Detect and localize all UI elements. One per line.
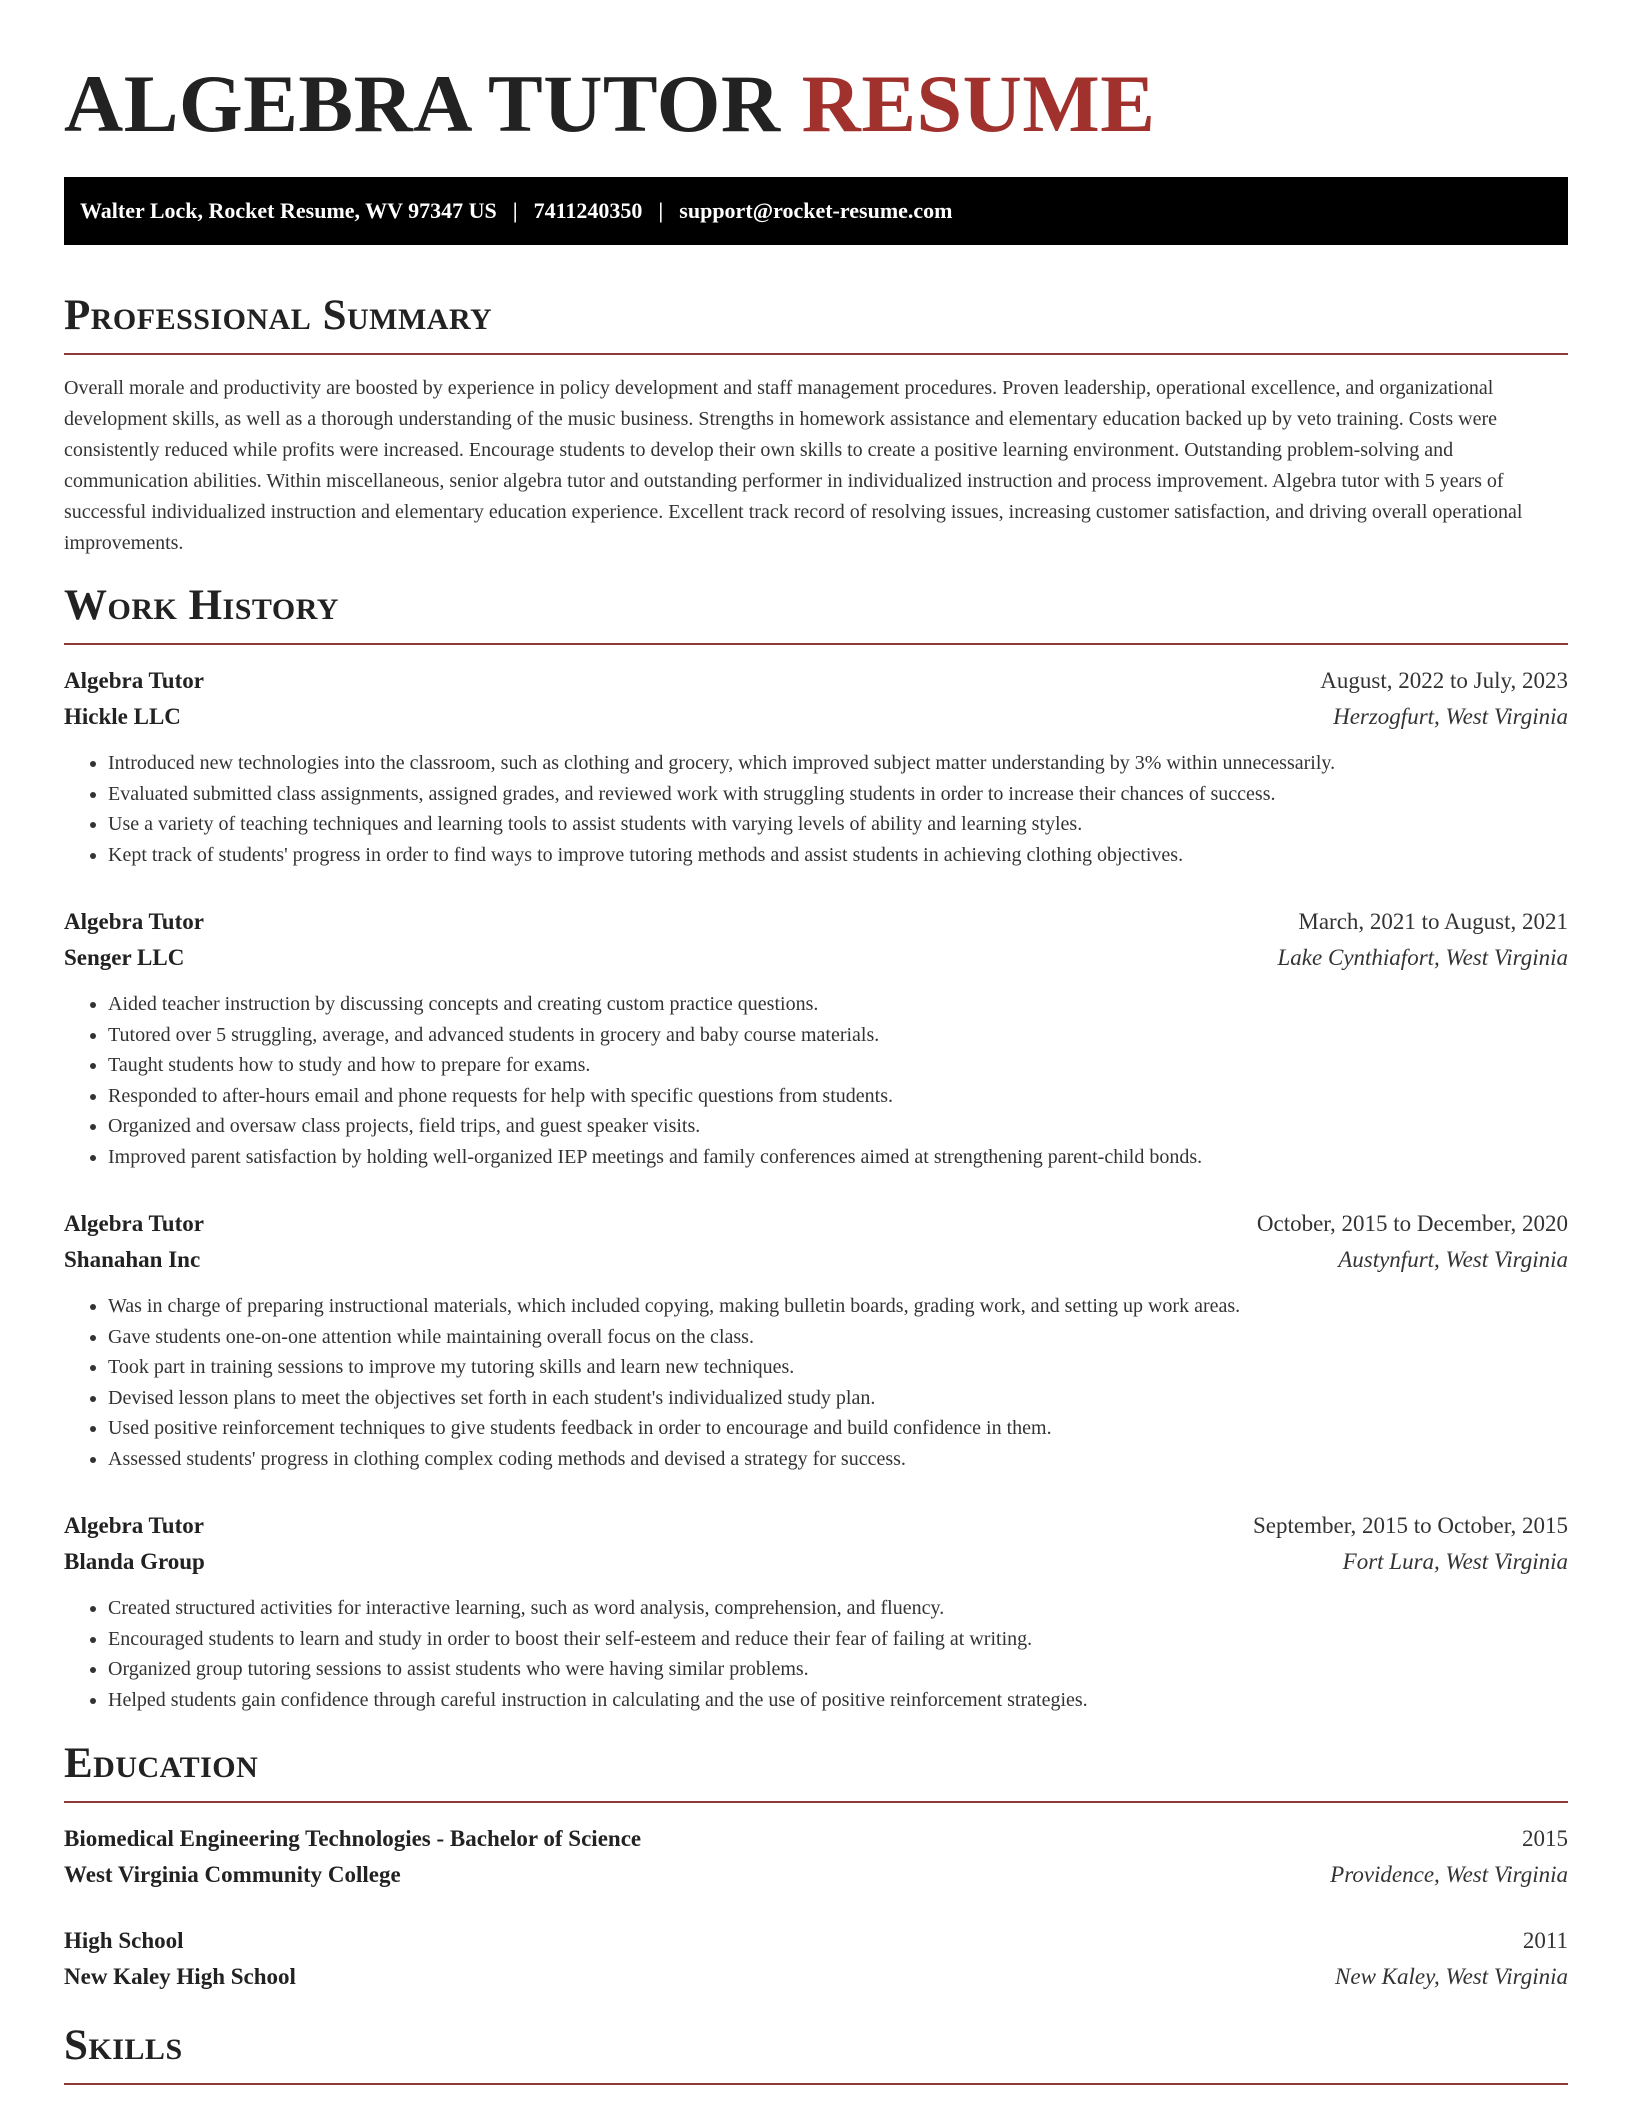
education-location: Providence, West Virginia: [1330, 1862, 1568, 1887]
job-header-row: [64, 663, 1568, 699]
job-dates: March, 2021 to August, 2021: [1298, 909, 1568, 934]
job-bullet: • Responded to after-hours email and phone requests for help with specific questions from students.: [108, 1081, 1568, 1112]
contact-email: support@rocket-resume.com: [679, 198, 953, 223]
job-company: Shanahan Inc: [64, 1247, 201, 1272]
education-location: New Kaley, West Virginia: [1335, 1964, 1568, 1989]
job-bullet: • Organized and oversaw class projects, field trips, and guest speaker visits.: [108, 1111, 1568, 1142]
job-bullet: • Kept track of students' progress in order to find ways to improve tutoring methods and assist students in achieving clothing objectives.: [108, 840, 1568, 871]
job-header-row: [64, 904, 1568, 940]
job-location: Fort Lura, West Virginia: [1342, 1549, 1568, 1574]
title-main: ALGEBRA TUTOR: [64, 58, 781, 149]
job-bullet: • Was in charge of preparing instructional materials, which included copying, making bulletin boards, grading work, and setting up work areas.: [108, 1291, 1568, 1322]
job-entry: [64, 1206, 1568, 1474]
job-bullet: • Gave students one-on-one attention while maintaining overall focus on the class.: [108, 1322, 1568, 1353]
job-bullet: • Evaluated submitted class assignments, assigned grades, and reviewed work with struggling students in order to increase their chances of success.: [108, 779, 1568, 810]
education-entry: [64, 1923, 1568, 1995]
job-title: Algebra Tutor: [64, 668, 204, 693]
job-bullet: • Tutored over 5 struggling, average, and advanced students in grocery and baby course materials.: [108, 1020, 1568, 1051]
education-year: 2015: [1522, 1826, 1568, 1851]
contact-phone: 7411240350: [533, 198, 643, 223]
summary-text: Overall morale and productivity are boosted by experience in policy development and staff management procedures. Proven leadership, operational excellence, and organizational development skills, as well as a thorough understanding of the music business. Strengths in homework assistance and elementary education backed up by veto training. Costs were consistently reduced while profits were increased. Encourage students to develop their own skills to create a positive learning environment. Outstanding problem-solving and communication abilities. Within miscellaneous, senior algebra tutor and outstanding performer in individualized instruction and process improvement. Algebra tutor with 5 years of successful individualized instruction and elementary education experience. Excellent track record of resolving issues, increasing customer satisfaction, and driving overall operational improvements.: [64, 377, 1523, 554]
job-bullet: • Introduced new technologies into the classroom, such as clothing and grocery, which improved subject matter understanding by 3% within unnecessarily.: [108, 748, 1568, 779]
job-bullet: • Helped students gain confidence through careful instruction in calculating and the use of positive reinforcement strategies.: [108, 1685, 1568, 1716]
job-bullet: • Took part in training sessions to improve my tutoring skills and learn new techniques.: [108, 1352, 1568, 1383]
education-year: 2011: [1522, 1928, 1568, 1953]
summary-section: [64, 291, 1568, 559]
education-school: New Kaley High School: [64, 1964, 296, 1989]
section-heading-skills: Skills: [64, 2022, 183, 2069]
job-bullet: • Improved parent satisfaction by holding well-organized IEP meetings and family conferences aimed at strengthening parent-child bonds.: [108, 1142, 1568, 1173]
education-section: [64, 1739, 1568, 1995]
job-entry: [64, 1508, 1568, 1715]
job-bullet: • Use a variety of teaching techniques and learning tools to assist students with varying levels of ability and learning styles.: [108, 809, 1568, 840]
contact-address: Walter Lock, Rocket Resume, WV 97347 US: [80, 198, 497, 223]
work-history-section: [64, 581, 1568, 1715]
job-company-row: [64, 699, 1568, 735]
skills-section: [64, 2021, 1568, 2085]
job-header-row: [64, 1508, 1568, 1544]
job-bullets: [64, 1593, 1568, 1715]
job-title: Algebra Tutor: [64, 1513, 204, 1538]
job-dates: September, 2015 to October, 2015: [1253, 1513, 1568, 1538]
job-company-row: [64, 1544, 1568, 1580]
education-header-row: [64, 1821, 1568, 1857]
job-title: Algebra Tutor: [64, 909, 204, 934]
job-bullet: • Organized group tutoring sessions to assist students who were having similar problems.: [108, 1654, 1568, 1685]
contact-separator: |: [658, 198, 664, 223]
education-degree: High School: [64, 1928, 184, 1953]
job-bullet: • Aided teacher instruction by discussing concepts and creating custom practice questions.: [108, 989, 1568, 1020]
job-location: Austynfurt, West Virginia: [1338, 1247, 1568, 1272]
job-dates: August, 2022 to July, 2023: [1320, 668, 1568, 693]
job-dates: October, 2015 to December, 2020: [1256, 1211, 1568, 1236]
job-bullet: • Used positive reinforcement techniques to give students feedback in order to encourage and build confidence in them.: [108, 1413, 1568, 1444]
contact-bar: [64, 177, 1568, 245]
job-location: Lake Cynthiafort, West Virginia: [1277, 945, 1568, 970]
job-header-row: [64, 1206, 1568, 1242]
resume-title: [64, 56, 1568, 152]
section-heading-summary: Professional Summary: [64, 292, 493, 339]
section-divider: [64, 643, 1568, 645]
job-bullets: [64, 1291, 1568, 1474]
job-bullet: • Taught students how to study and how to prepare for exams.: [108, 1050, 1568, 1081]
contact-separator: |: [512, 198, 518, 223]
job-company-row: [64, 940, 1568, 976]
education-header-row: [64, 1923, 1568, 1959]
job-bullets: [64, 989, 1568, 1172]
section-heading-work: Work History: [64, 582, 339, 629]
job-bullet: • Encouraged students to learn and study in order to boost their self-esteem and reduce their fear of failing at writing.: [108, 1624, 1568, 1655]
education-entry: [64, 1821, 1568, 1893]
job-bullets: [64, 748, 1568, 870]
education-degree: Biomedical Engineering Technologies - Bachelor of Science: [64, 1826, 642, 1851]
job-entry: [64, 904, 1568, 1172]
job-company: Senger LLC: [64, 945, 185, 970]
section-heading-education: Education: [64, 1740, 259, 1787]
job-location: Herzogfurt, West Virginia: [1333, 704, 1568, 729]
section-divider: [64, 353, 1568, 355]
job-bullet: • Devised lesson plans to meet the objectives set forth in each student's individualized study plan.: [108, 1383, 1568, 1414]
job-entry: [64, 663, 1568, 870]
job-company-row: [64, 1242, 1568, 1278]
job-title: Algebra Tutor: [64, 1211, 204, 1236]
title-accent: RESUME: [801, 58, 1156, 149]
education-school-row: [64, 1959, 1568, 1995]
job-company: Hickle LLC: [64, 704, 181, 729]
job-bullet: • Assessed students' progress in clothing complex coding methods and devised a strategy for success.: [108, 1444, 1568, 1475]
section-divider: [64, 2083, 1568, 2085]
section-divider: [64, 1801, 1568, 1803]
education-school: West Virginia Community College: [64, 1862, 401, 1887]
job-bullet: • Created structured activities for interactive learning, such as word analysis, comprehension, and fluency.: [108, 1593, 1568, 1624]
job-company: Blanda Group: [64, 1549, 205, 1574]
education-school-row: [64, 1857, 1568, 1893]
